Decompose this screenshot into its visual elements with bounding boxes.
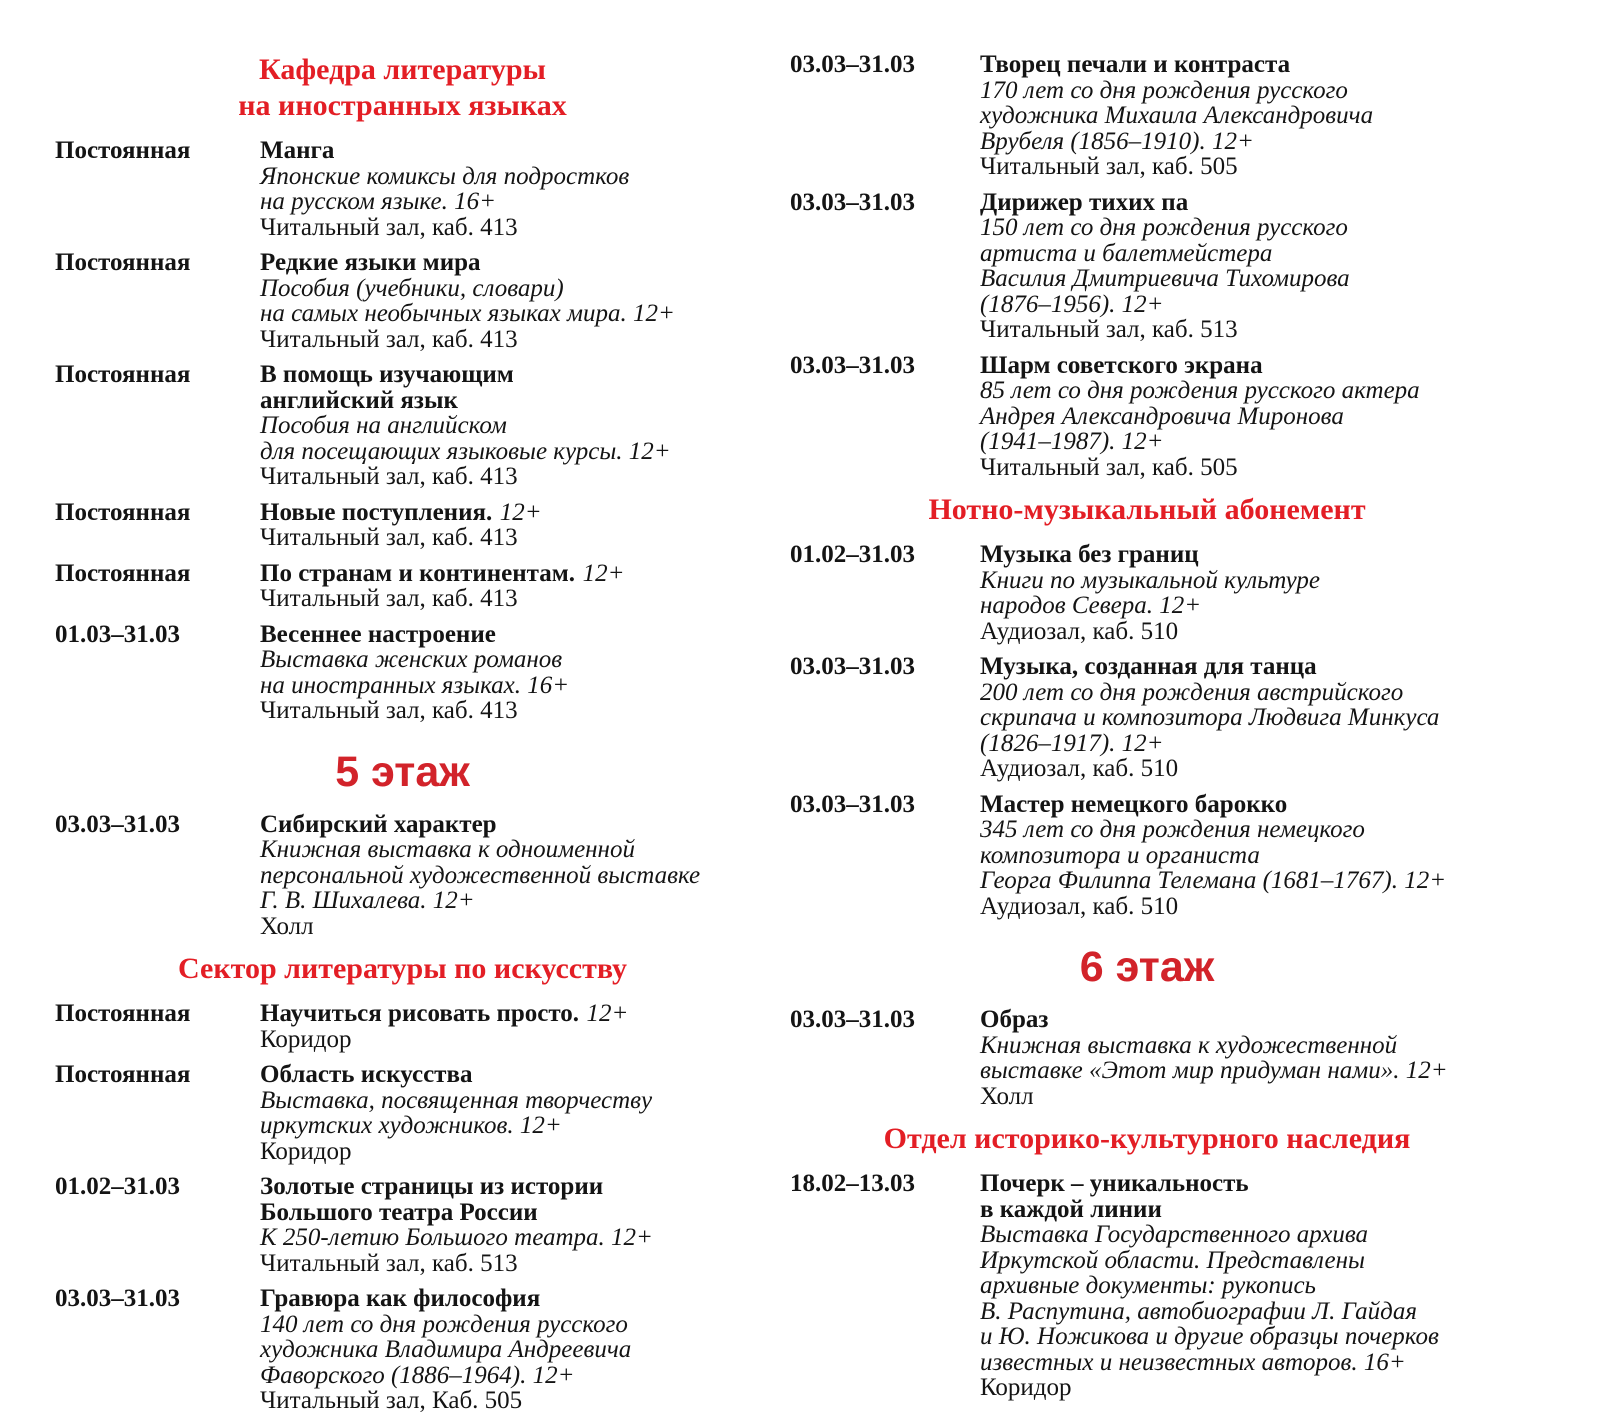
entry-description-line: 200 лет со дня рождения австрийского	[980, 678, 1404, 706]
entry-description-line: Иркутской области. Представлены	[980, 1246, 1365, 1274]
entry-title-text: По странам и континентам.	[260, 559, 576, 587]
exhibition-entry	[55, 622, 750, 724]
entry-date: 03.03–31.03	[790, 790, 915, 818]
exhibition-entry	[55, 561, 750, 612]
entry-description-line: (1941–1987). 12+	[980, 428, 1164, 455]
entry-title-line	[260, 388, 750, 414]
entry-content	[260, 561, 750, 612]
entry-title-line	[260, 1174, 750, 1200]
entry-description-line: на русском языке. 16+	[260, 188, 496, 215]
entry-description-line: Выставка Государственного архива	[980, 1221, 1369, 1248]
entry-content	[260, 1286, 750, 1414]
entry-description-line: Фаворского (1886–1964). 12+	[260, 1361, 575, 1389]
entry-description-line: художника Михаила Александровича	[980, 102, 1374, 129]
entry-description-line: для посещающих языковые курсы. 12+	[260, 437, 671, 465]
entry-description-line: (1876–1956). 12+	[980, 290, 1164, 318]
entry-description-line: архивные документы: рукопись	[980, 1272, 1316, 1299]
age-rating-suffix: 12+	[582, 559, 625, 587]
entry-date: 03.03–31.03	[790, 351, 915, 379]
entry-date: 03.03–31.03	[55, 1285, 180, 1312]
entry-description-line: Книжная выставка к художественной	[980, 1031, 1398, 1059]
exhibition-entry	[790, 654, 1504, 782]
heading-line: на иностранных языках	[238, 89, 567, 122]
entry-location: Коридор	[260, 1137, 352, 1165]
entry-title-text: Почерк – уникальность	[980, 1170, 1249, 1197]
entry-description-line: Пособия (учебники, словари)	[260, 274, 564, 302]
entry-date: Постоянная	[55, 137, 191, 164]
entry-description-line: Георга Филиппа Телемана (1681–1767). 12+	[980, 867, 1447, 894]
heading-line: Нотно-музыкальный абонемент	[928, 493, 1366, 526]
entry-description-line: на иностранных языках. 16+	[260, 671, 570, 699]
entry-location: Коридор	[980, 1374, 1072, 1401]
entry-content	[260, 138, 750, 240]
entry-description-line: Японские комиксы для подростков	[260, 162, 630, 190]
entry-description-line: на самых необычных языках мира. 12+	[260, 300, 675, 327]
entry-title-line	[260, 500, 750, 526]
entry-title-text: Весеннее настроение	[260, 620, 496, 648]
entry-location: Читальный зал, каб. 413	[260, 585, 518, 612]
heading-line: 6 этаж	[1079, 943, 1215, 991]
entry-content	[260, 1174, 750, 1276]
entry-content	[980, 792, 1504, 920]
entry-location: Читальный зал, каб. 413	[260, 213, 518, 241]
heading-line: Кафедра литературы	[259, 53, 546, 86]
floor-heading	[55, 748, 750, 796]
entry-description-line: народов Севера. 12+	[980, 592, 1202, 619]
exhibition-entry	[790, 542, 1504, 644]
entry-content	[260, 1062, 750, 1164]
entry-content	[260, 362, 750, 490]
entry-description-line: Врубеля (1856–1910). 12+	[980, 127, 1254, 155]
entry-title-line	[260, 1286, 750, 1312]
section-heading	[55, 951, 750, 987]
entry-title-text: Мастер немецкого барокко	[980, 790, 1288, 818]
entry-description-line: 170 лет со дня рождения русского	[980, 76, 1348, 104]
entry-location: Аудиозал, каб. 510	[980, 617, 1179, 645]
entry-title-text: Шарм советского экрана	[980, 351, 1263, 379]
entry-content	[980, 654, 1504, 782]
entry-description-line: Г. В. Шихалева. 12+	[260, 887, 475, 914]
entry-description-line: 345 лет со дня рождения немецкого	[980, 816, 1365, 843]
entry-date: 03.03–31.03	[790, 1006, 915, 1033]
exhibition-entry	[790, 792, 1504, 920]
entry-title-line	[980, 654, 1504, 680]
heading-line: Сектор литературы по искусству	[177, 952, 628, 985]
entry-date: 03.03–31.03	[790, 188, 915, 216]
entry-date: Постоянная	[55, 559, 191, 587]
entry-description-line: известных и неизвестных авторов. 16+	[980, 1348, 1406, 1376]
entry-date: 03.03–31.03	[790, 51, 915, 78]
entry-title-text: в каждой линии	[980, 1195, 1162, 1223]
entry-content	[980, 190, 1504, 343]
exhibition-entry	[55, 1286, 750, 1414]
entry-content	[980, 1171, 1504, 1401]
entry-title-text: английский язык	[260, 386, 458, 414]
entry-title-line	[980, 190, 1504, 216]
exhibition-entry	[790, 353, 1504, 481]
entry-description-line: артиста и балетмейстера	[980, 239, 1273, 267]
entry-location: Читальный зал, Каб. 505	[260, 1387, 523, 1414]
entry-location: Читальный зал, каб. 413	[260, 524, 518, 551]
section-heading	[55, 52, 750, 124]
entry-title-line	[260, 1200, 750, 1226]
entry-title-text: Область искусства	[260, 1061, 473, 1088]
entry-date: 01.03–31.03	[55, 620, 180, 648]
entry-location: Холл	[980, 1082, 1034, 1110]
entry-date: 18.02–13.03	[790, 1170, 915, 1197]
entry-title-text: Большого театра России	[260, 1198, 538, 1226]
entry-title-text: Гравюра как философия	[260, 1285, 541, 1312]
entry-location: Читальный зал, каб. 513	[980, 316, 1238, 343]
entry-description-line: художника Владимира Андреевича	[260, 1336, 632, 1363]
entry-location: Аудиозал, каб. 510	[980, 892, 1179, 920]
entry-description-line: персональной художественной выставке	[260, 861, 701, 889]
entry-title-line	[980, 792, 1504, 818]
entry-title-line	[260, 561, 750, 587]
entry-description-line: 85 лет со дня рождения русского актера	[980, 377, 1420, 404]
entry-content	[260, 1001, 750, 1052]
entry-title-line	[260, 622, 750, 648]
exhibition-entry	[55, 812, 750, 940]
entry-title-text: Редкие языки мира	[260, 249, 481, 276]
entry-content	[980, 353, 1504, 481]
age-rating-suffix: 12+	[586, 1000, 629, 1027]
entry-description-line: Пособия на английском	[260, 412, 507, 439]
entry-title-text: Музыка без границ	[980, 541, 1199, 568]
entry-title-line	[260, 1001, 750, 1027]
entry-description-line: Василия Дмитриевича Тихомирова	[980, 265, 1350, 292]
exhibition-entry	[55, 1001, 750, 1052]
entry-description-line: 150 лет со дня рождения русского	[980, 214, 1348, 241]
entry-content	[260, 812, 750, 940]
entry-date: 01.02–31.03	[55, 1173, 180, 1200]
entry-location: Холл	[260, 912, 314, 940]
entry-location: Читальный зал, каб. 413	[260, 463, 518, 490]
entry-location: Читальный зал, каб. 513	[260, 1249, 518, 1277]
entry-content	[260, 622, 750, 724]
exhibition-entry	[55, 362, 750, 490]
entry-title-line	[260, 1062, 750, 1088]
exhibition-entry	[790, 1007, 1504, 1109]
entry-title-text: Научиться рисовать просто.	[260, 1000, 580, 1027]
entry-title-line	[260, 362, 750, 388]
entry-description-line: и Ю. Ножикова и другие образцы почерков	[980, 1323, 1439, 1350]
entry-title-line	[980, 52, 1504, 78]
entry-description-line: Выставка, посвященная творчеству	[260, 1086, 653, 1114]
entry-description-line: В. Распутина, автобиографии Л. Гайдая	[980, 1297, 1417, 1325]
entry-title-text: Новые поступления.	[260, 498, 493, 526]
entry-location: Читальный зал, каб. 505	[980, 153, 1238, 180]
entry-content	[260, 500, 750, 551]
entry-location: Читальный зал, каб. 413	[260, 325, 518, 353]
floor-heading	[790, 943, 1504, 991]
entry-title-line	[980, 1197, 1504, 1223]
entry-title-text: Музыка, созданная для танца	[980, 653, 1317, 680]
entry-title-text: В помощь изучающим	[260, 361, 514, 388]
entry-location: Читальный зал, каб. 505	[980, 453, 1238, 481]
entry-date: Постоянная	[55, 249, 191, 276]
entry-title-line	[980, 1171, 1504, 1197]
exhibition-entry	[55, 500, 750, 551]
entry-title-text: Образ	[980, 1006, 1049, 1033]
entry-title-line	[980, 1007, 1504, 1033]
entry-location: Аудиозал, каб. 510	[980, 755, 1179, 782]
section-heading	[790, 492, 1504, 528]
exhibition-entry	[55, 1174, 750, 1276]
entry-title-text: Манга	[260, 137, 335, 164]
entry-location: Коридор	[260, 1025, 352, 1053]
entry-description-line: иркутских художников. 12+	[260, 1112, 562, 1139]
entry-description-line: выставке «Этот мир придуман нами». 12+	[980, 1057, 1448, 1084]
heading-line: 5 этаж	[335, 747, 470, 796]
entry-date: 03.03–31.03	[55, 810, 180, 838]
exhibition-entry	[55, 250, 750, 352]
entry-date: 03.03–31.03	[790, 653, 915, 680]
entry-description-line: Книжная выставка к одноименной	[260, 836, 635, 863]
exhibition-entry	[790, 1171, 1504, 1401]
column-left	[55, 52, 750, 1424]
entry-title-line	[260, 812, 750, 838]
entry-description-line: К 250-летию Большого театра. 12+	[260, 1224, 653, 1251]
entry-title-text: Творец печали и контраста	[980, 51, 1291, 78]
entry-content	[980, 542, 1504, 644]
entry-description-line: Книги по музыкальной культуре	[980, 566, 1321, 594]
entry-date: 01.02–31.03	[790, 541, 915, 568]
entry-content	[260, 250, 750, 352]
section-heading	[790, 1121, 1504, 1157]
entry-title-text: Дирижер тихих па	[980, 188, 1189, 216]
column-right	[790, 52, 1504, 1424]
exhibition-entry	[790, 52, 1504, 180]
entry-description-line: 140 лет со дня рождения русского	[260, 1310, 628, 1338]
exhibition-entry	[55, 1062, 750, 1164]
entry-description-line: Выставка женских романов	[260, 646, 563, 673]
entry-description-line: скрипача и композитора Людвига Минкуса	[980, 704, 1440, 731]
entry-description-line: (1826–1917). 12+	[980, 729, 1164, 757]
entry-location: Читальный зал, каб. 413	[260, 697, 518, 724]
heading-line: Отдел историко-культурного наследия	[883, 1122, 1411, 1155]
age-rating-suffix: 12+	[499, 498, 542, 526]
exhibition-entry	[55, 138, 750, 240]
exhibition-entry	[790, 190, 1504, 343]
entry-date: Постоянная	[55, 361, 191, 388]
entry-content	[980, 52, 1504, 180]
entry-title-line	[980, 353, 1504, 379]
entry-description-line: композитора и органиста	[980, 841, 1260, 869]
entry-title-text: Золотые страницы из истории	[260, 1173, 604, 1200]
entry-title-line	[260, 250, 750, 276]
entry-date: Постоянная	[55, 498, 191, 526]
entry-date: Постоянная	[55, 1061, 191, 1088]
entry-title-text: Сибирский характер	[260, 810, 497, 838]
entry-date: Постоянная	[55, 1000, 191, 1027]
entry-title-line	[260, 138, 750, 164]
entry-description-line: Андрея Александровича Миронова	[980, 402, 1344, 430]
entry-title-line	[980, 542, 1504, 568]
entry-content	[980, 1007, 1504, 1109]
